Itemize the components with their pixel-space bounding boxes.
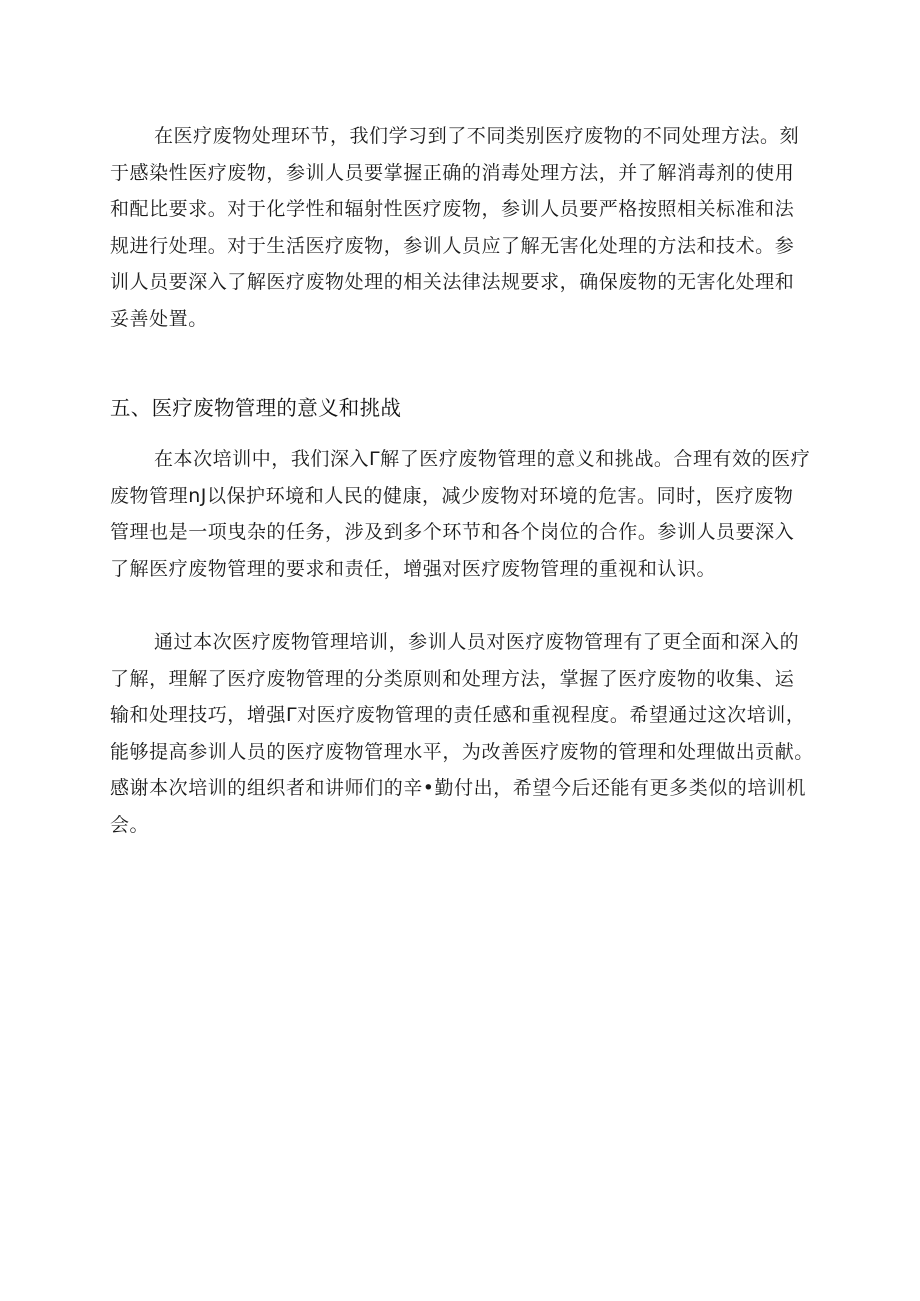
paragraph-line: 输和处理技巧，增强Γ对医疗废物管理的责任感和重视程度。希望通过这次培训， <box>110 704 806 727</box>
paragraph-line: 废物管理nJ以保护环境和人民的健康，减少废物对环境的危害。同时，医疗废物 <box>110 484 794 507</box>
paragraph-line: 训人员要深入了解医疗废物处理的相关法律法规要求，确保废物的无害化处理和 <box>110 271 795 293</box>
paragraph-significance <box>110 441 822 587</box>
paragraph-waste-treatment <box>110 118 822 337</box>
section-heading: 五、医疗废物管理的意义和挑战 <box>110 396 402 420</box>
paragraph-line: 会。 <box>110 813 150 836</box>
paragraph-line: 在本次培训中，我们深入Γ解了医疗废物管理的意义和挑战。合理有效的医疗 <box>154 448 811 470</box>
paragraph-conclusion <box>110 624 822 844</box>
paragraph-line: 于感染性医疗废物，参训人员要掌握正确的消毒处理方法，并了解消毒剂的使用 <box>110 161 795 184</box>
paragraph-line: 了解医疗废物管理的要求和责任，增强对医疗废物管理的重视和认识。 <box>110 557 717 580</box>
paragraph-line: 通过本次医疗废物管理培训，参训人员对医疗废物管理有了更全面和深入的 <box>154 631 800 653</box>
paragraph-line: 在医疗废物处理环节，我们学习到了不同类别医疗废物的不同处理方法。刻 <box>154 125 800 147</box>
paragraph-line: 能够提高参训人员的医疗废物管理水平，为改善医疗废物的管理和处理做出贡献。 <box>110 740 814 763</box>
paragraph-line: 规进行处理。对于生活医疗废物，参训人员应了解无害化处理的方法和技术。参 <box>110 234 795 257</box>
paragraph-line: 妥善处置。 <box>110 307 208 330</box>
paragraph-line: 和配比要求。对于化学性和辐射性医疗废物，参训人员要严格按照相关标准和法 <box>110 198 795 220</box>
paragraph-line: 了解，理解了医疗废物管理的分类原则和处理方法，掌握了医疗废物的收集、运 <box>110 667 795 690</box>
paragraph-line: 管理也是一项曳杂的任务，涉及到多个环节和各个岗位的合作。参训人员要深入 <box>110 521 795 544</box>
paragraph-line: 感谢本次培训的组织者和讲师们的辛•勤付出，希望今后还能有更多类似的培训机 <box>110 777 807 800</box>
